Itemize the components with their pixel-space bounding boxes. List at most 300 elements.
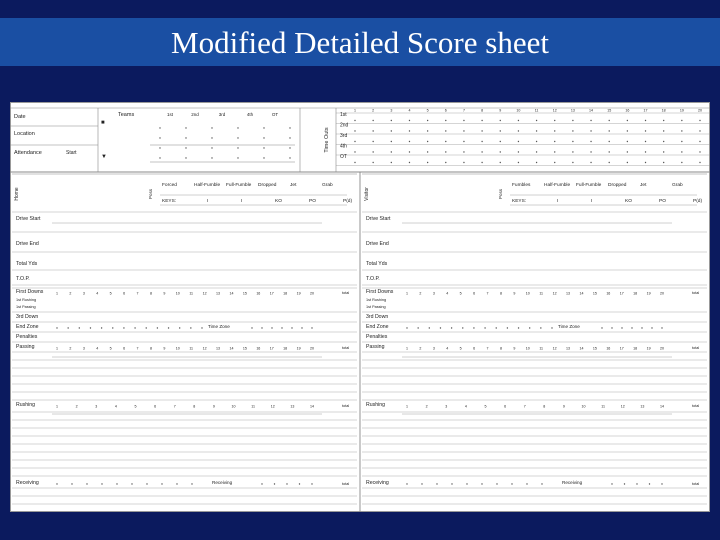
visitor-first-downs-total: total (692, 291, 700, 295)
home-receiving-label: Receiving (16, 480, 39, 486)
home-end-zone-dot (134, 327, 135, 328)
visitor-rushing-number: 2 (425, 404, 428, 409)
visitor-key: KO (625, 199, 632, 204)
home-first-downs-number: 4 (96, 291, 99, 296)
timeout-grid-dot (481, 141, 482, 142)
visitor-first-downs-number: 11 (539, 291, 544, 296)
home-receiving-dot (146, 483, 147, 484)
home-end-zone-dot (90, 327, 91, 328)
quarter-box-dot (159, 147, 160, 148)
visitor-first-downs-number: 5 (459, 291, 462, 296)
timeout-grid-number: 3 (390, 108, 393, 113)
timeout-grid-dot (627, 120, 628, 121)
visitor-receiving-right-dot (636, 483, 637, 484)
home-time-zone-label: Time Zone (208, 324, 230, 329)
home-rushing-number: 8 (193, 404, 196, 409)
quarter-box-dot (263, 127, 264, 128)
visitor-receiving-dot (541, 483, 542, 484)
visitor-rushing-total: total (692, 404, 700, 408)
teams-label: Teams (118, 112, 135, 118)
visitor-passing-number: 1 (406, 346, 408, 351)
visitor-rushing-number: 6 (504, 404, 507, 409)
home-team-label: Home (14, 187, 20, 201)
quarter-box-dot (159, 157, 160, 158)
quarter-box-dot (263, 147, 264, 148)
visitor-first-downs-number: 10 (525, 291, 530, 296)
timeout-grid-dot (445, 141, 446, 142)
home-passing-number: 20 (310, 346, 314, 351)
home-first-downs-number: 7 (136, 291, 139, 296)
visitor-first-downs-number: 20 (660, 291, 664, 296)
home-poss-label: Poss (148, 188, 153, 200)
timeout-grid-dot (518, 130, 519, 131)
home-passing-number: 14 (229, 346, 234, 351)
quarter-box-dot (211, 127, 212, 128)
timeout-grid-dot (427, 141, 428, 142)
visitor-receiving-dot (466, 483, 467, 484)
visitor-receiving-right-dot (624, 483, 625, 484)
visitor-passing-number: 3 (432, 346, 435, 351)
timeout-grid-dot (536, 120, 537, 121)
home-time-zone-dot (251, 327, 252, 328)
home-rushing-number: 2 (75, 404, 78, 409)
home-receiving-dot (131, 483, 132, 484)
timeout-grid-number: 10 (516, 108, 521, 113)
timeout-grid-dot (663, 162, 664, 163)
visitor-end-zone-dot (496, 327, 497, 328)
timeout-grid-number: 15 (607, 108, 612, 113)
home-first-downs-number: 14 (229, 291, 234, 296)
home-time-zone-dot (271, 327, 272, 328)
timeout-grid-dot (627, 130, 628, 131)
timeout-grid-dot (572, 162, 573, 163)
timeout-grid-dot (645, 141, 646, 142)
home-passing-number: 19 (296, 346, 301, 351)
home-third-down-label: 3rd Down (16, 314, 39, 320)
slide-title: Modified Detailed Score sheet (171, 25, 549, 60)
home-first-downs-number: 16 (256, 291, 261, 296)
visitor-first-downs-label: First Downs (366, 289, 394, 295)
quarter-box-dot (289, 127, 290, 128)
quarter-box-dot (263, 137, 264, 138)
visitor-key: I (557, 199, 559, 204)
timeout-grid-dot (518, 120, 519, 121)
attendance-label: Attendance (14, 150, 42, 156)
home-passing-number: 16 (256, 346, 261, 351)
timeout-grid-dot (699, 120, 700, 121)
visitor-key: I (591, 199, 593, 204)
timeout-grid-dot (572, 141, 573, 142)
quarter-box-dot (211, 147, 212, 148)
quarter-box-dot (185, 147, 186, 148)
home-passing-number: 8 (149, 346, 152, 351)
timeout-grid-dot (609, 162, 610, 163)
visitor-first-downs-number: 12 (552, 291, 557, 296)
visitor-first-downs-number: 7 (486, 291, 489, 296)
visitor-passing-number: 7 (486, 346, 489, 351)
timeout-grid-dot (609, 130, 610, 131)
timeout-grid-dot (445, 151, 446, 152)
visitor-time-zone-dot (601, 327, 602, 328)
visitor-time-zone-dot (611, 327, 612, 328)
timeout-grid-dot (536, 162, 537, 163)
home-passing-number: 17 (269, 346, 274, 351)
timeout-grid-dot (354, 141, 355, 142)
visitor-first-downs-number: 17 (619, 291, 624, 296)
quarter-header: OT (271, 112, 279, 117)
timeout-grid-dot (645, 151, 646, 152)
quarter-box-dot (289, 137, 290, 138)
visitor-end-zone-dot (540, 327, 541, 328)
visitor-receiving-right-dot (611, 483, 612, 484)
score-sheet (10, 102, 710, 512)
timeout-grid-dot (645, 120, 646, 121)
timeout-grid-dot (681, 151, 682, 152)
location-label: Location (14, 131, 35, 137)
home-passing-label: Passing (16, 344, 35, 350)
timeout-grid-dot (663, 120, 664, 121)
timeout-grid-dot (699, 141, 700, 142)
visitor-end-zone-dot (406, 327, 407, 328)
home-passing-number: 3 (82, 346, 85, 351)
visitor-first-downs-number: 2 (419, 291, 422, 296)
timeout-grid-number: 16 (625, 108, 630, 113)
team-marker-visitor: ▼ (101, 154, 107, 160)
home-first-downs-number: 20 (310, 291, 314, 296)
home-first-downs-number: 2 (69, 291, 72, 296)
home-rushing-number: 6 (154, 404, 157, 409)
timeout-grid-dot (481, 130, 482, 131)
visitor-end-zone-dot (417, 327, 418, 328)
home-first-downs-number: 8 (149, 291, 152, 296)
visitor-first-rushing-label: 1st Rushing (366, 298, 387, 302)
quarter-row-label: 3rd (340, 133, 348, 139)
visitor-end-zone-dot (507, 327, 508, 328)
timeout-grid-dot (391, 151, 392, 152)
timeout-grid-dot (518, 162, 519, 163)
visitor-first-downs-number: 1 (406, 291, 408, 296)
quarter-box-dot (185, 157, 186, 158)
home-end-zone-dot (168, 327, 169, 328)
home-end-zone-dot (157, 327, 158, 328)
visitor-passing-number: 19 (646, 346, 651, 351)
home-rushing-number: 5 (134, 404, 137, 409)
home-rushing-number: 9 (212, 404, 215, 409)
timeout-grid-dot (372, 162, 373, 163)
timeout-grid-dot (372, 151, 373, 152)
visitor-first-downs-number: 8 (499, 291, 502, 296)
timeout-grid-dot (372, 120, 373, 121)
timeout-grid-dot (409, 162, 410, 163)
home-category: Dropped (258, 183, 277, 188)
quarter-box-dot (237, 137, 238, 138)
timeout-grid-dot (481, 151, 482, 152)
visitor-rushing-number: 4 (464, 404, 467, 409)
home-passing-total: total (342, 346, 350, 350)
home-key: I (207, 199, 209, 204)
timeout-grid-number: 20 (698, 108, 702, 113)
visitor-passing-number: 10 (525, 346, 530, 351)
quarter-box-dot (185, 127, 186, 128)
home-time-zone-dot (261, 327, 262, 328)
visitor-rushing-number: 13 (640, 404, 645, 409)
home-first-passing-label: 1st Passing (16, 305, 36, 309)
timeout-grid-number: 18 (661, 108, 666, 113)
visitor-receiving-right-dot (649, 483, 650, 484)
home-first-downs-number: 17 (269, 291, 274, 296)
timeout-grid-number: 4 (408, 108, 411, 113)
timeout-grid-dot (645, 162, 646, 163)
visitor-passing-number: 11 (539, 346, 544, 351)
home-passing-number: 2 (69, 346, 72, 351)
visitor-passing-label: Passing (366, 344, 385, 350)
visitor-time-zone-label: Time Zone (558, 324, 580, 329)
visitor-first-passing-label: 1st Passing (366, 305, 386, 309)
home-receiving-dot (116, 483, 117, 484)
timeout-grid-dot (518, 141, 519, 142)
timeout-grid-dot (500, 162, 501, 163)
home-rushing-number: 11 (251, 404, 256, 409)
home-passing-number: 12 (202, 346, 207, 351)
visitor-rushing-number: 7 (523, 404, 526, 409)
visitor-rushing-number: 8 (543, 404, 546, 409)
quarter-box-dot (237, 127, 238, 128)
home-key: I (241, 199, 243, 204)
visitor-end-zone-dot (429, 327, 430, 328)
visitor-passing-number: 18 (633, 346, 638, 351)
visitor-receiving-right-dot (661, 483, 662, 484)
visitor-category: Grab (672, 183, 683, 188)
visitor-category: Full-Fumble (576, 183, 602, 188)
home-first-downs-number: 6 (123, 291, 126, 296)
visitor-end-zone-dot (551, 327, 552, 328)
visitor-rushing-number: 3 (445, 404, 448, 409)
timeout-grid-dot (354, 130, 355, 131)
visitor-receiving-dot (421, 483, 422, 484)
timeout-grid-number: 8 (481, 108, 484, 113)
home-receiving-right-dot (261, 483, 262, 484)
timeout-grid-dot (463, 162, 464, 163)
visitor-end-zone-dot (440, 327, 441, 328)
timeout-grid-dot (681, 120, 682, 121)
visitor-time-zone-dot (661, 327, 662, 328)
home-receiving-dot (56, 483, 57, 484)
timeout-grid-number: 17 (643, 108, 648, 113)
timeout-grid-dot (391, 141, 392, 142)
visitor-time-zone-dot (631, 327, 632, 328)
visitor-passing-total: total (692, 346, 700, 350)
timeout-grid-dot (445, 120, 446, 121)
home-category: Full-Fumble (226, 183, 252, 188)
visitor-first-downs-number: 19 (646, 291, 651, 296)
timeout-grid-dot (627, 141, 628, 142)
visitor-first-downs-number: 14 (579, 291, 584, 296)
timeout-grid-dot (572, 120, 573, 121)
home-first-downs-number: 15 (242, 291, 247, 296)
visitor-rushing-number: 9 (562, 404, 565, 409)
quarter-row-label: 1st (340, 112, 347, 118)
timeout-grid-dot (481, 120, 482, 121)
visitor-passing-number: 14 (579, 346, 584, 351)
home-rushing-number: 3 (95, 404, 98, 409)
timeout-grid-number: 1 (354, 108, 356, 113)
visitor-rushing-number: 14 (660, 404, 664, 409)
visitor-passing-number: 5 (459, 346, 462, 351)
home-first-downs-number: 9 (163, 291, 166, 296)
home-category: Forced (162, 183, 177, 188)
timeout-grid-dot (554, 120, 555, 121)
timeout-grid-dot (427, 151, 428, 152)
home-receiving-dot (101, 483, 102, 484)
visitor-passing-number: 9 (513, 346, 516, 351)
timeout-grid-dot (572, 130, 573, 131)
timeout-grid-dot (354, 162, 355, 163)
visitor-receiving-label-2: Receiving (562, 480, 583, 485)
home-rushing-number: 7 (173, 404, 176, 409)
timeout-grid-dot (409, 141, 410, 142)
home-key: KO (275, 199, 282, 204)
visitor-passing-number: 15 (592, 346, 597, 351)
visitor-rushing-number: 10 (581, 404, 586, 409)
timeout-grid-dot (663, 151, 664, 152)
timeout-grid-number: 13 (570, 108, 575, 113)
home-top-label: T.O.P. (16, 276, 30, 282)
home-time-zone-dot (301, 327, 302, 328)
visitor-rushing-number: 12 (620, 404, 625, 409)
visitor-first-downs-number: 18 (633, 291, 638, 296)
start-label: Start (66, 150, 77, 156)
timeout-grid-dot (663, 141, 664, 142)
home-receiving-dot (191, 483, 192, 484)
quarter-box-dot (289, 157, 290, 158)
home-receiving-dot (161, 483, 162, 484)
visitor-receiving-dot (436, 483, 437, 484)
visitor-penalties-label: Penalties (366, 334, 388, 340)
timeout-grid-dot (445, 130, 446, 131)
timeout-grid-dot (354, 120, 355, 121)
visitor-receiving-total: total (692, 482, 700, 486)
home-passing-number: 15 (242, 346, 247, 351)
quarter-box-dot (211, 157, 212, 158)
quarter-box-dot (237, 157, 238, 158)
visitor-keys-label: KEYS: (512, 199, 527, 204)
timeout-grid-dot (427, 130, 428, 131)
visitor-passing-number: 6 (473, 346, 476, 351)
timeout-grid-dot (409, 130, 410, 131)
home-passing-number: 13 (216, 346, 221, 351)
visitor-rushing-number: 11 (601, 404, 606, 409)
home-category: Half-Fumble (194, 183, 221, 188)
visitor-rushing-label: Rushing (366, 402, 386, 408)
home-first-downs-number: 19 (296, 291, 301, 296)
home-passing-number: 5 (109, 346, 112, 351)
home-receiving-label-2: Receiving (212, 480, 233, 485)
time-outs-label: Time Outs (324, 127, 330, 153)
visitor-key: P(d) (693, 199, 703, 204)
home-receiving-dot (86, 483, 87, 484)
timeout-grid-dot (627, 162, 628, 163)
visitor-end-zone-label: End Zone (366, 324, 389, 330)
timeout-grid-dot (463, 151, 464, 152)
quarter-box-dot (159, 137, 160, 138)
visitor-first-downs-number: 15 (592, 291, 597, 296)
home-end-zone-dot (112, 327, 113, 328)
timeout-grid-dot (481, 162, 482, 163)
visitor-receiving-dot (451, 483, 452, 484)
quarter-row-label: 4th (340, 143, 347, 150)
home-end-zone-label: End Zone (16, 324, 39, 330)
timeout-grid-dot (681, 141, 682, 142)
quarter-header: 3rd (218, 112, 226, 117)
home-first-downs-number: 18 (283, 291, 288, 296)
visitor-team-label: Visitor (364, 187, 370, 201)
timeout-grid-number: 6 (444, 108, 447, 113)
timeout-grid-dot (409, 151, 410, 152)
timeout-grid-dot (463, 130, 464, 131)
timeout-grid-dot (391, 162, 392, 163)
visitor-category: Fumbles (512, 183, 531, 188)
home-receiving-right-dot (286, 483, 287, 484)
timeout-grid-dot (427, 120, 428, 121)
visitor-drive-end-label: Drive End (366, 241, 389, 247)
timeout-grid-dot (554, 151, 555, 152)
home-passing-number: 18 (283, 346, 288, 351)
timeout-grid-dot (609, 120, 610, 121)
timeout-grid-dot (699, 130, 700, 131)
timeout-grid-number: 2 (372, 108, 375, 113)
timeout-grid-dot (445, 162, 446, 163)
visitor-receiving-label: Receiving (366, 480, 389, 486)
visitor-drive-start-label: Drive Start (366, 216, 391, 222)
visitor-passing-number: 13 (566, 346, 571, 351)
timeout-grid-dot (427, 162, 428, 163)
visitor-total-yds-label: Total Yds (366, 261, 388, 267)
timeout-grid-dot (391, 130, 392, 131)
quarter-box-dot (159, 127, 160, 128)
home-passing-number: 1 (56, 346, 58, 351)
timeout-grid-number: 11 (534, 108, 539, 113)
home-first-downs-label: First Downs (16, 289, 44, 295)
home-rushing-number: 12 (270, 404, 275, 409)
timeout-grid-number: 19 (679, 108, 684, 113)
timeout-grid-dot (518, 151, 519, 152)
quarter-row-label: OT (340, 154, 347, 160)
home-first-downs-number: 5 (109, 291, 112, 296)
home-first-downs-number: 13 (216, 291, 221, 296)
home-category: Grab (322, 183, 333, 188)
quarter-box-dot (185, 137, 186, 138)
timeout-grid-dot (554, 130, 555, 131)
visitor-top-label: T.O.P. (366, 276, 380, 282)
home-receiving-right-dot (274, 483, 275, 484)
timeout-grid-dot (554, 162, 555, 163)
visitor-receiving-dot (481, 483, 482, 484)
visitor-third-down-label: 3rd Down (366, 314, 389, 320)
visitor-passing-number: 12 (552, 346, 557, 351)
timeout-grid-dot (609, 141, 610, 142)
home-total-yds-label: Total Yds (16, 261, 38, 267)
timeout-grid-dot (645, 130, 646, 131)
quarter-header: 1st (166, 112, 174, 117)
timeout-grid-number: 7 (462, 108, 465, 113)
home-time-zone-dot (281, 327, 282, 328)
home-key: P(d) (343, 199, 353, 204)
visitor-category: Half-Fumble (544, 183, 571, 188)
timeout-grid-dot (391, 120, 392, 121)
visitor-end-zone-dot (473, 327, 474, 328)
home-end-zone-dot (79, 327, 80, 328)
timeout-grid-dot (354, 151, 355, 152)
